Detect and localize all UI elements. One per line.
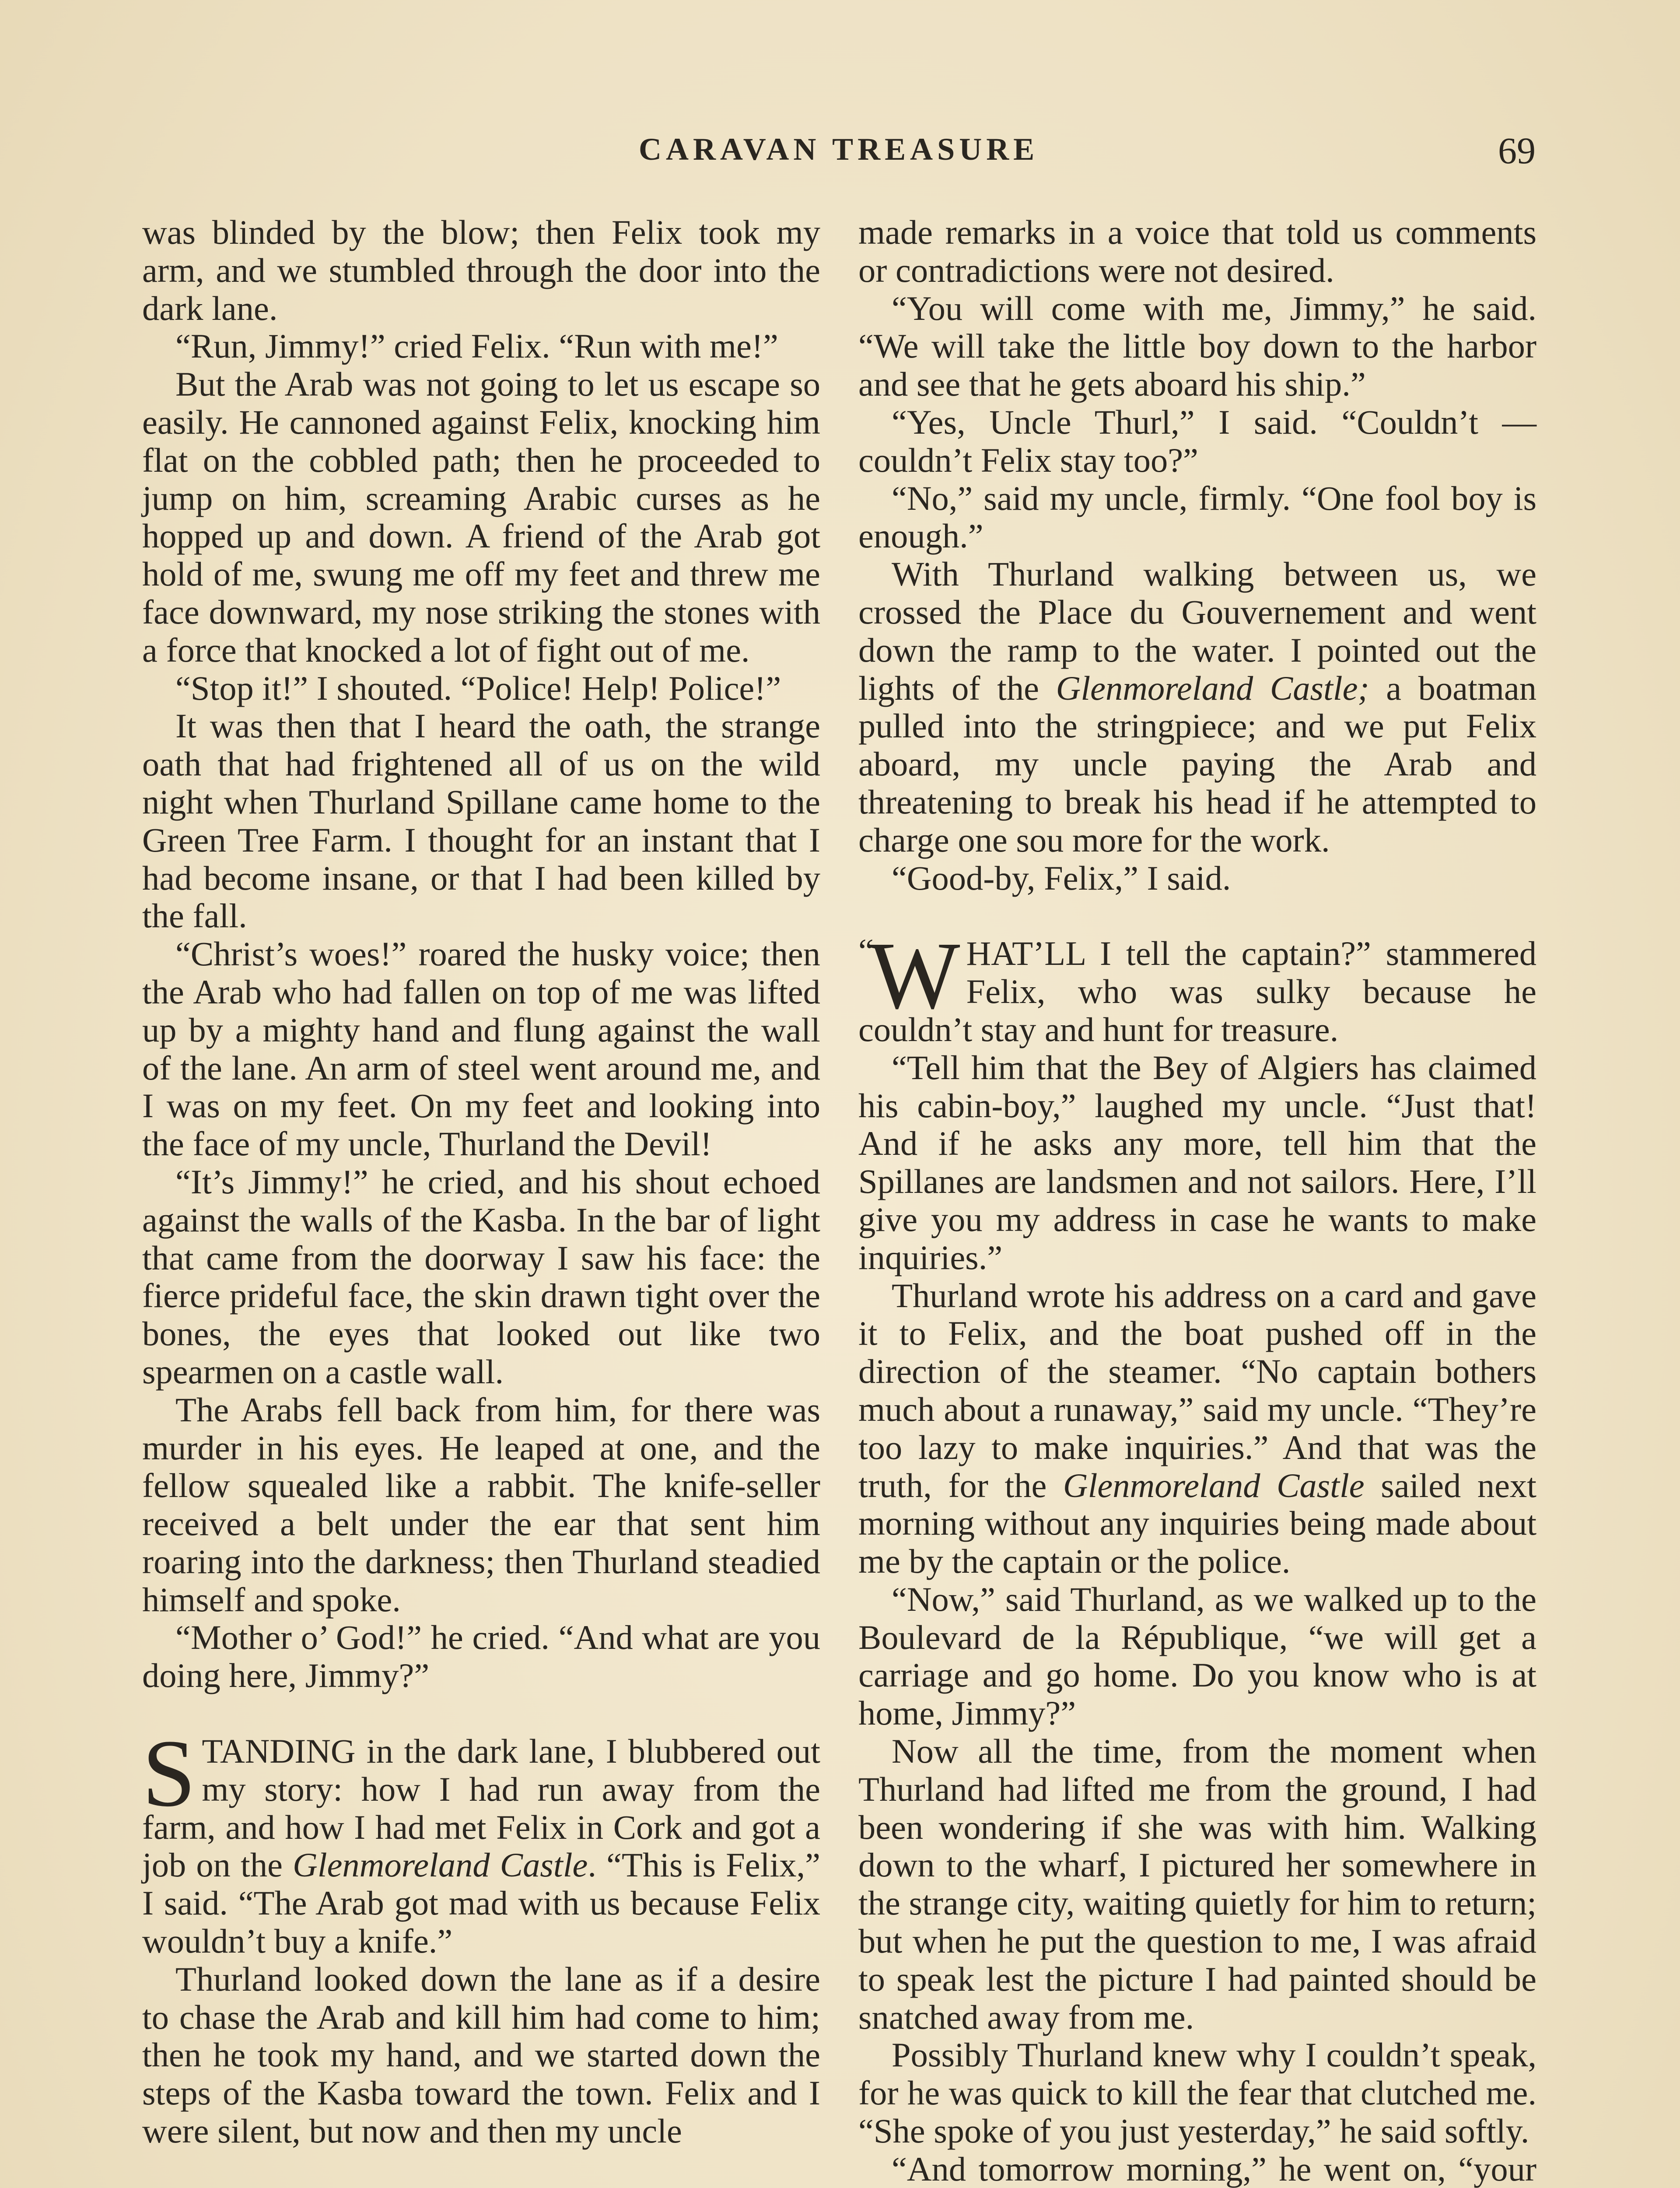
paragraph: “Mother o’ God!” he cried. “And what are you doing here, Jimmy?” bbox=[142, 1618, 820, 1695]
paragraph: “Stop it!” I shouted. “Police! Help! Police!” bbox=[175, 669, 781, 707]
paragraph: “You will come with me, Jimmy,” he said. “We will take the little boy down to the harbor and see that he gets aboard his ship.” bbox=[858, 289, 1536, 403]
paragraph: But the Arab was not going to let us escape so easily. He cannoned against Felix, knocking him flat on the cobbled path; then he proceeded to jump on him, screaming Arabic curses as he hopped up and down. A friend of the Arab got hold of me, swung me off my feet and threw me face downward, my nose striking the stones with a force that knocked a lot of fight out of me. bbox=[142, 365, 820, 669]
paragraph bbox=[858, 1277, 1536, 1581]
paragraph: Possibly Thurland knew why I couldn’t speak, for he was quick to kill the fear that clutched me. “She spoke of you just yesterday,” he said softly. bbox=[858, 2036, 1536, 2150]
paragraph: “Good-by, Felix,” I said. bbox=[892, 859, 1231, 897]
ship-name: Glenmoreland Castle bbox=[293, 1846, 588, 1884]
text-run: a boatman pulled into the stringpiece; and we put Felix aboard, my uncle paying the Arab and threatening to break his head if he attempted to charge one sou more for the work. bbox=[858, 669, 1536, 859]
text-run: sailed next morning without any inquiries being made about me by the captain or the police. bbox=[858, 1466, 1536, 1581]
paragraph: was blinded by the blow; then Felix took my arm, and we stumbled through the door into the dark lane. bbox=[142, 213, 820, 327]
right-column bbox=[858, 214, 1536, 2188]
text-run: HAT’LL I tell the captain?” stammered Felix, who was sulky because he couldn’t stay and hunt for treasure. bbox=[858, 934, 1536, 1048]
paragraph: “Run, Jimmy!” cried Felix. “Run with me!” bbox=[175, 327, 778, 365]
left-column bbox=[142, 214, 820, 2150]
paragraph bbox=[858, 555, 1536, 859]
paragraph: “It’s Jimmy!” he cried, and his shout echoed against the walls of the Kasba. In the bar of light that came from the doorway I saw his face: the fierce prideful face, the skin drawn tight over the bones, the eyes that looked out like two spearmen on a castle wall. bbox=[142, 1162, 820, 1391]
ship-name: Glenmoreland Castle bbox=[1063, 1466, 1365, 1504]
section-opening-paragraph bbox=[142, 1720, 820, 1960]
ship-name: Glenmoreland Castle; bbox=[1056, 669, 1369, 707]
paragraph: “And tomorrow morning,” he went on, “your bbox=[892, 2149, 1536, 2188]
paragraph: “Tell him that the Bey of Algiers has claimed his cabin-boy,” laughed my uncle. “Just that! And if he asks any more, tell him that the Spillanes are landsmen and not sailors. Here, I’ll give you my address in case he wants to make inquiries.” bbox=[858, 1048, 1536, 1276]
paragraph: It was then that I heard the oath, the strange oath that had frightened all of us on the wild night when Thurland Spillane came home to the Green Tree Farm. I thought for an instant that I had become insane, or that I had been killed by the fall. bbox=[142, 707, 820, 935]
paragraph: The Arabs fell back from him, for there was murder in his eyes. He leaped at one, and the fellow squealed like a rabbit. The knife-seller received a belt under the ear that sent him roaring into the darkness; then Thurland steadied himself and spoke. bbox=[142, 1390, 820, 1619]
paragraph: Thurland looked down the lane as if a desire to chase the Arab and kill him had come to him; then he took my hand, and we started down the steps of the Kasba toward the town. Felix and I were silent, but now and then my uncle bbox=[142, 1960, 820, 2150]
text-run: Thurland wrote his address on a card and gave it to Felix, and the boat pushed off in the direction of the steamer. “No captain bothers much about a runaway,” said my uncle. “They’re too lazy to make inquiries.” And that was the truth, for the bbox=[858, 1276, 1536, 1504]
running-head: CARAVAN TREASURE bbox=[639, 132, 1039, 167]
page-number: 69 bbox=[1498, 130, 1536, 172]
text-run: . “This is Felix,” I said. “The Arab got mad with us because Felix wouldn’t buy a knife.” bbox=[142, 1846, 820, 1960]
text-run: With Thurland walking between us, we crossed the Place du Gouvernement and went down the ramp to the water. I pointed out the lights of the bbox=[858, 555, 1536, 707]
text-run: TANDING in the dark lane, I blubbered out my story: how I had run away from the farm, and how I had met Felix in Cork and got a job on the bbox=[142, 1732, 820, 1884]
paragraph: Now all the time, from the moment when Thurland had lifted me from the ground, I had been wondering if she was with him. Walking down to the wharf, I pictured her somewhere in the strange city, waiting quietly for him to return; but when he put the question to me, I was afraid to speak lest the picture I had painted should be snatched away from me. bbox=[858, 1732, 1536, 2036]
drop-cap: S bbox=[142, 1720, 196, 1827]
paragraph: “No,” said my uncle, firmly. “One fool boy is enough.” bbox=[858, 479, 1536, 555]
drop-cap: W bbox=[869, 922, 960, 1029]
section-opening-paragraph bbox=[858, 922, 1536, 1048]
page-header bbox=[0, 131, 1680, 184]
opening-quote: “ bbox=[858, 932, 874, 970]
paragraph: “Yes, Uncle Thurl,” I said. “Couldn’t —couldn’t Felix stay too?” bbox=[858, 403, 1536, 479]
paragraph: “Christ’s woes!” roared the husky voice; then the Arab who had fallen on top of me was lifted up by a mighty hand and flung against the wall of the lane. An arm of steel went around me, and I was on my feet. On my feet and looking into the face of my uncle, Thurland the Devil! bbox=[142, 935, 820, 1163]
paragraph: made remarks in a voice that told us comments or contradictions were not desired. bbox=[858, 213, 1536, 289]
paragraph: “Now,” said Thurland, as we walked up to the Boulevard de la République, “we will get a carriage and go home. Do you know who is at home, Jimmy?” bbox=[858, 1580, 1536, 1732]
